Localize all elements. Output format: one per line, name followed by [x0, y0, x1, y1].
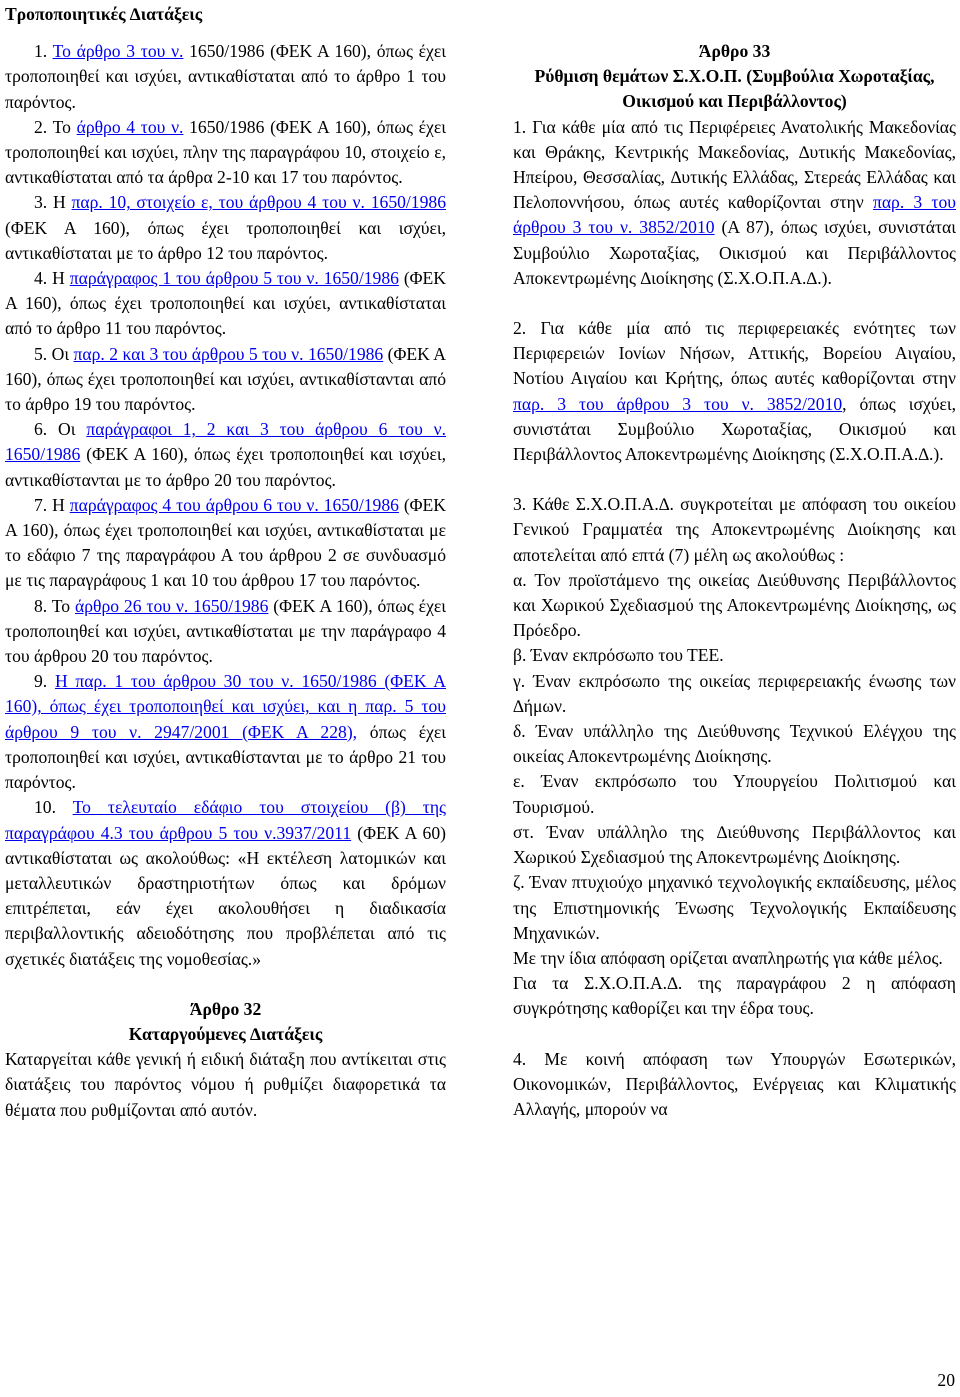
member-c: γ. Έναν εκπρόσωπο της οικείας περιφερειακής ένωσης των ∆ήμων.: [513, 670, 956, 716]
amendment-6: 6. Οι παράγραφοι 1, 2 και 3 του άρθρου 6 του ν. 1650/1986 (ΦΕΚ Α 160), όπως έχει τροποποιηθεί και ισχύει, αντικαθίστανται με το άρθρο 20 του παρόντος.: [5, 419, 446, 490]
member-a: α. Τον προϊστάμενο της οικείας ∆ιεύθυνσης Περιβάλλοντος και Χωρικού Σχεδιασμού της Αποκεντρωμένης ∆ιοίκησης, ως Πρόεδρο.: [513, 569, 956, 641]
article-33-para-4: 4. Με κοινή απόφαση των Υπουργών Εσωτερικών, Οικονομικών, Περιβάλλοντος, Ενέργειας και Κλιματικής Αλλαγής, μπορούν να: [513, 1048, 956, 1119]
right-column: [513, 2, 956, 1122]
amendment-10: 10. Το τελευταίο εδάφιο του στοιχείου (β) της παραγράφου 4.3 του άρθρου 5 του ν.3937/2011 (ΦΕΚ Α 60) αντικαθίσταται ως ακολούθως: «Η εκτέλεση λατομικών και μεταλλευτικών δραστηριοτήτων όπως και δρόμων επιτρέπεται, εάν έχει ακολουθήσει η διαδικασία περιβαλλοντικής αδειοδότησης που προβλέπεται από τις σχετικές διατάξεις της νομοθεσίας.»: [5, 797, 447, 969]
member-e: ε. Έναν εκπρόσωπο του Υπουργείου Πολιτισμού και Τουρισμού.: [513, 771, 956, 817]
amendment-2: 2. Το άρθρο 4 του ν. 1650/1986 (ΦΕΚ Α 160), όπως έχει τροποποιηθεί και ισχύει, πλην της παραγράφου 10, στοιχείο ε, αντικαθίσταται από τα άρθρα 2-10 και 17 του παρόντος.: [5, 116, 446, 188]
law-link[interactable]: παράγραφος 4 του άρθρου 6 του ν. 1650/1986: [69, 494, 399, 515]
member-z: ζ. Έναν πτυχιούχο μηχανικό τεχνολογικής εκπαίδευσης, μέλος της Επιστημονικής Ένωσης Τεχνολογικής Εκπαίδευσης Μηχανικών.: [513, 872, 956, 943]
member-b: β. Έναν εκπρόσωπο του ΤΕΕ.: [513, 645, 724, 666]
member-st: στ. Έναν υπάλληλο της ∆ιεύθυνσης Περιβάλλοντος και Χωρικού Σχεδιασμού της Αποκεντρωμένης ∆ιοίκησης.: [513, 821, 956, 868]
article-33-number: Άρθρο 33: [698, 41, 771, 61]
article-33-title: Ρύθμιση θεμάτων Σ.Χ.Ο.Π. (Συμβούλια Χωροταξίας, Οικισμού και Περιβάλλοντος): [534, 66, 935, 112]
law-link[interactable]: παρ. 10, στοιχείο ε, του άρθρου 4 του ν. 1650/1986: [71, 192, 446, 213]
article-32-text: Καταργείται κάθε γενική ή ειδική διάταξη που αντίκειται στις διατάξεις του παρόντος νόμου ή ρυθμίζει διαφορετικά τα θέματα που ρυθμίζονται από αυτόν.: [5, 1049, 446, 1120]
amendment-5: 5. Οι παρ. 2 και 3 του άρθρου 5 του ν. 1650/1986 (ΦΕΚ Α 160), όπως έχει τροποποιηθεί και ισχύει, αντικαθίστανται από το άρθρο 19 του παρόντος.: [5, 343, 446, 415]
section-heading: Τροποποιητικές ∆ιατάξεις: [5, 4, 203, 24]
article-32-number: Άρθρο 32: [189, 998, 262, 1019]
amendment-4: 4. Η παράγραφος 1 του άρθρου 5 του ν. 1650/1986 (ΦΕΚ Α 160), όπως έχει τροποποιηθεί και ισχύει, αντικαθίσταται από το άρθρο 11 του παρόντος.: [5, 268, 446, 339]
law-link[interactable]: άρθρο 4 του ν.: [76, 116, 184, 137]
amendment-8: 8. Το άρθρο 26 του ν. 1650/1986 (ΦΕΚ Α 160), όπως έχει τροποποιηθεί και ισχύει, αντικαθίσταται με την παράγραφο 4 του άρθρου 20 του παρόντος.: [5, 595, 446, 667]
law-link[interactable]: άρθρο 26 του ν. 1650/1986: [75, 595, 269, 616]
member-d: δ. Έναν υπάλληλο της ∆ιεύθυνσης Τεχνικού Ελέγχου της οικείας Αποκεντρωμένης ∆ιοίκησης.: [513, 721, 956, 767]
law-link[interactable]: Η παρ. 1 του άρθρου 30 του ν. 1650/1986 (ΦΕΚ Α 160), όπως έχει τροποποιηθεί και ισχύει, και η παρ. 5 του άρθρου 9 του ν. 2947/2001 (ΦΕΚ Α 228),: [5, 671, 446, 742]
law-link[interactable]: παράγραφος 1 του άρθρου 5 του ν. 1650/1986: [69, 268, 399, 289]
page-number: 20: [937, 1370, 955, 1390]
amendment-7: 7. Η παράγραφος 4 του άρθρου 6 του ν. 1650/1986 (ΦΕΚ Α 160), όπως έχει τροποποιηθεί και ισχύει, αντικαθίσταται με το εδάφιο 7 της παραγράφου Α του άρθρου 2 σε συνδυασμό με τις παραγράφους 1 και 10 του άρθρου 17 του παρόντος.: [5, 494, 446, 591]
law-link[interactable]: παρ. 2 και 3 του άρθρου 5 του ν. 1650/1986: [73, 343, 384, 364]
substitute-note: Με την ίδια απόφαση ορίζεται αναπληρωτής για κάθε μέλος.: [513, 947, 943, 968]
amendment-9: 9. Η παρ. 1 του άρθρου 30 του ν. 1650/1986 (ΦΕΚ Α 160), όπως έχει τροποποιηθεί και ισχύει, και η παρ. 5 του άρθρου 9 του ν. 2947/2001 (ΦΕΚ Α 228), όπως έχει τροποποιηθεί και ισχύει, αντικαθίστανται με το άρθρο 21 του παρόντος.: [5, 671, 447, 793]
article-33-para-1: 1. Για κάθε μία από τις Περιφέρειες Ανατολικής Μακεδονίας και Θράκης, Κεντρικής Μακεδονίας, ∆υτικής Μακεδονίας, Ηπείρου, Θεσσαλίας, ∆υτικής Ελλάδας, Στερεάς Ελλάδας και Πελοποννήσου, όπως αυτές καθορίζονται στην παρ. 3 του άρθρου 3 του ν. 3852/2010 (Α 87), όπως ισχύει, συνιστάται Συμβούλιο Χωροταξίας, Οικισμού και Περιβάλλοντος Αποκεντρωμένης ∆ιοίκησης (Σ.Χ.Ο.Π.Α.∆.).: [513, 116, 956, 288]
law-link[interactable]: Το άρθρο 3 του ν.: [52, 41, 184, 62]
article-33-para-2: 2. Για κάθε μία από τις περιφερειακές ενότητες των Περιφερειών Ιονίων Νήσων, Αττικής, Βορείου Αιγαίου, Νοτίου Αιγαίου και Κρήτης, όπως αυτές καθορίζονται στην παρ. 3 του άρθρου 3 του ν. 3852/2010, όπως ισχύει, συνιστάται Συμβούλιο Χωροταξίας, Οικισμού και Περιβάλλοντος Αποκεντρωμένης ∆ιοίκησης (Σ.Χ.Ο.Π.Α.∆.).: [513, 318, 956, 465]
law-link[interactable]: παρ. 3 του άρθρου 3 του ν. 3852/2010: [513, 393, 843, 414]
law-link[interactable]: παράγραφοι 1, 2 και 3 του άρθρου 6 του ν. 1650/1986: [5, 419, 446, 465]
article-32-title: Καταργούμενες ∆ιατάξεις: [128, 1023, 323, 1044]
article-33-para-3: 3. Κάθε Σ.Χ.Ο.Π.Α.∆. συγκροτείται με απόφαση του οικείου Γενικού Γραμματέα της Αποκεντρωμένης ∆ιοίκησης και αποτελείται από επτά (7) μέλη ως ακολούθως :: [513, 494, 956, 565]
law-link[interactable]: Το τελευταίο εδάφιο του στοιχείου (β) της παραγράφου 4.3 του άρθρου 5 του ν.3937/2011: [5, 797, 447, 843]
law-link[interactable]: παρ. 3 του άρθρου 3 του ν. 3852/2010: [513, 192, 956, 238]
left-column: [5, 2, 446, 1123]
seat-note: Για τα Σ.Χ.Ο.Π.Α.∆. της παραγράφου 2 η απόφαση συγκρότησης καθορίζει και την έδρα τους.: [513, 973, 956, 1019]
amendment-3: 3. Η παρ. 10, στοιχείο ε, του άρθρου 4 του ν. 1650/1986 (ΦΕΚ Α 160), όπως έχει τροποποιηθεί και ισχύει, αντικαθίσταται με το άρθρο 12 του παρόντος.: [5, 192, 446, 263]
amendment-1: 1. Το άρθρο 3 του ν. 1650/1986 (ΦΕΚ Α 160), όπως έχει τροποποιηθεί και ισχύει, αντικαθίσταται από το άρθρο 1 του παρόντος.: [5, 41, 446, 112]
